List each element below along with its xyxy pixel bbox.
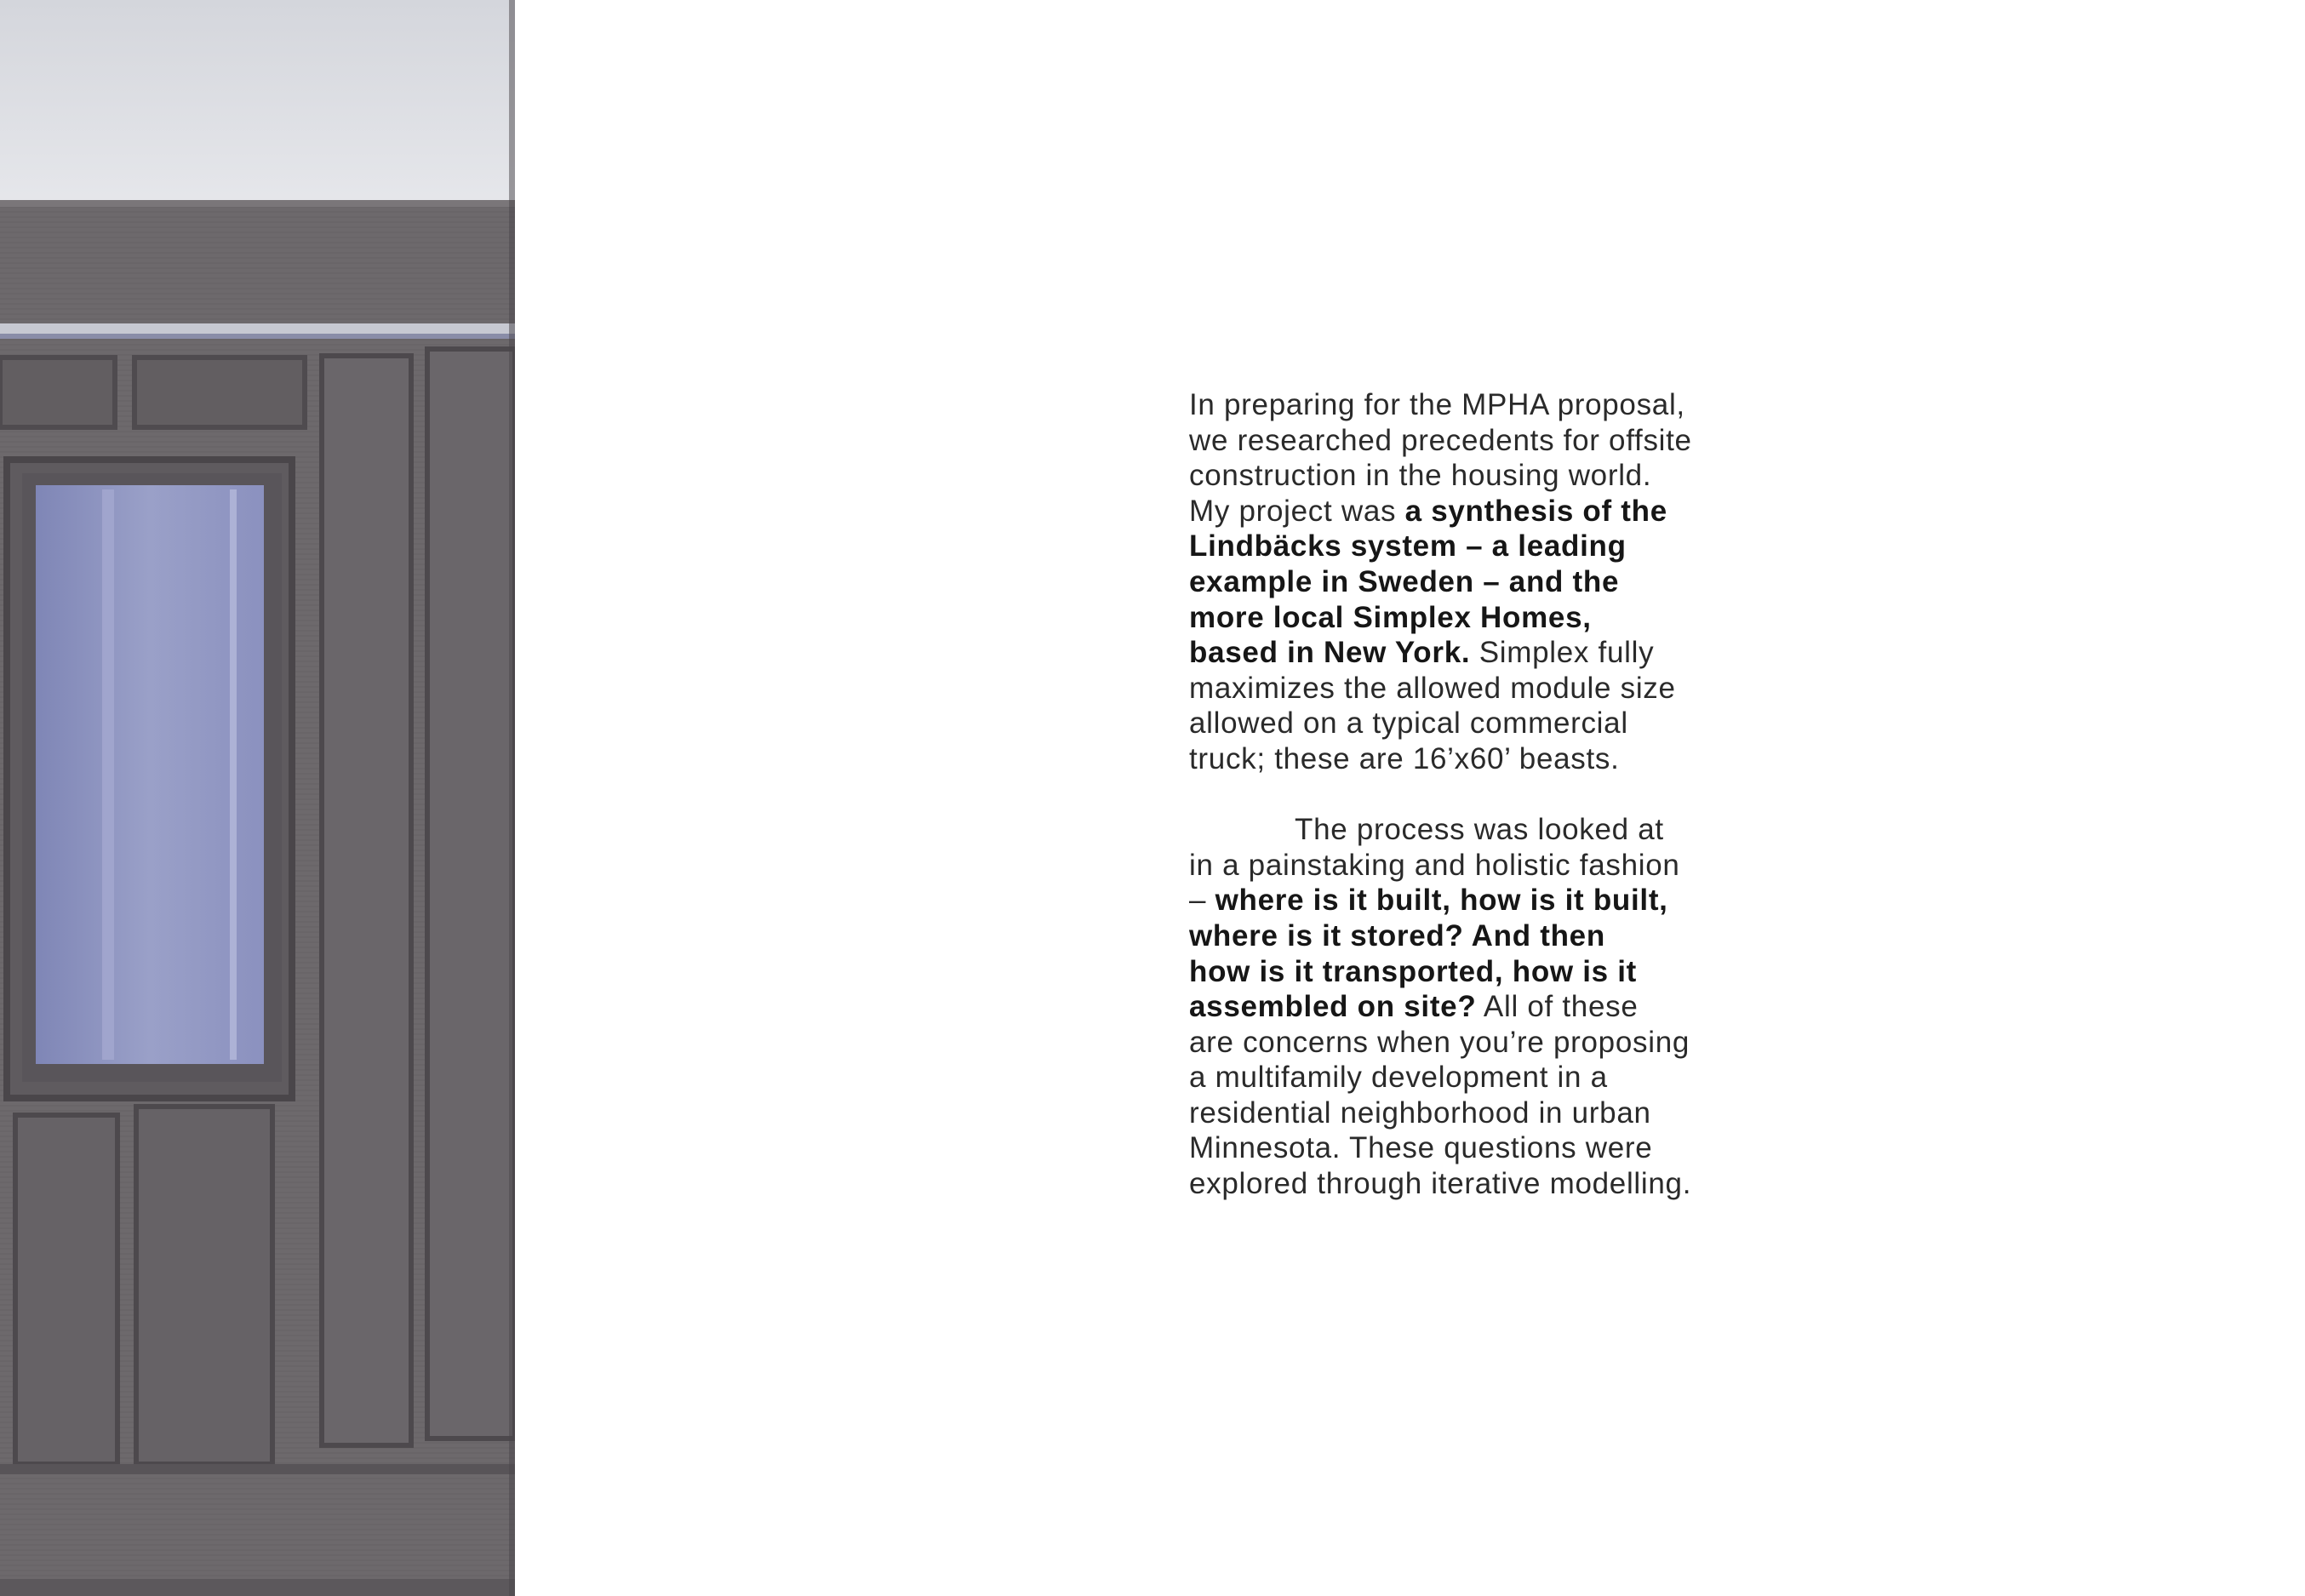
- text-line: [1189, 564, 1802, 600]
- bold-text: where is it built, how is it built,: [1215, 884, 1668, 918]
- body-text-segment: The process was looked at: [1295, 813, 1664, 847]
- bold-text: assembled on site?: [1189, 990, 1477, 1024]
- text-line: [1189, 635, 1802, 671]
- body-text-segment: we researched precedents for offsite: [1189, 423, 1692, 457]
- text-line: [1189, 848, 1802, 884]
- text-line: [1189, 387, 1802, 423]
- text-line: [1189, 423, 1802, 459]
- text-line: [1189, 458, 1802, 494]
- bold-text: where is it stored? And then: [1189, 918, 1605, 952]
- text-line: [1189, 494, 1802, 529]
- text-line: [1189, 600, 1802, 636]
- body-text-segment: explored through iterative modelling.: [1189, 1167, 1692, 1201]
- body-text-segment: residential neighborhood in urban: [1189, 1095, 1651, 1130]
- bold-text: more local Simplex Homes,: [1189, 600, 1592, 634]
- body-text-segment: –: [1189, 884, 1215, 918]
- bold-text: Lindbäcks system – a leading: [1189, 529, 1627, 563]
- text-line: [1189, 1166, 1802, 1202]
- text-line: [1189, 812, 1802, 848]
- text-line: [1189, 671, 1802, 706]
- body-text-segment: a multifamily development in a: [1189, 1061, 1608, 1095]
- text-line: [1189, 954, 1802, 990]
- model-photo-image: [0, 0, 515, 1596]
- text-line: [1189, 706, 1802, 741]
- bold-text: a synthesis of the: [1404, 494, 1667, 528]
- text-line: [1189, 529, 1802, 564]
- text-line: [1189, 1025, 1802, 1061]
- text-line: [1189, 741, 1802, 777]
- body-text-segment: are concerns when you’re proposing: [1189, 1025, 1690, 1059]
- text-line: [1189, 989, 1802, 1025]
- bold-text: how is it transported, how is it: [1189, 954, 1638, 988]
- body-text-segment: construction in the housing world.: [1189, 459, 1652, 493]
- body-text-segment: in a painstaking and holistic fashion: [1189, 848, 1680, 882]
- text-line: [1189, 883, 1802, 918]
- model-photo: [0, 0, 515, 1596]
- bold-text: example in Sweden – and the: [1189, 564, 1620, 598]
- bold-text: based in New York.: [1189, 636, 1471, 670]
- body-text-segment: Simplex fully: [1470, 636, 1655, 670]
- text-line: [1189, 1060, 1802, 1095]
- paragraph: [1189, 387, 1802, 777]
- text-line: [1189, 1130, 1802, 1166]
- text-line: [1189, 1095, 1802, 1131]
- body-text-segment: In preparing for the MPHA proposal,: [1189, 388, 1685, 421]
- body-text: [1189, 387, 1802, 1202]
- paragraph-gap: [1189, 777, 1802, 813]
- body-text-segment: truck; these are 16’x60’ beasts.: [1189, 741, 1620, 775]
- body-text-segment: My project was: [1189, 494, 1405, 528]
- body-text-segment: All of these: [1476, 990, 1639, 1024]
- text-line: [1189, 918, 1802, 954]
- body-text-segment: allowed on a typical commercial: [1189, 706, 1628, 741]
- body-text-segment: maximizes the allowed module size: [1189, 671, 1676, 705]
- body-text-segment: Minnesota. These questions were: [1189, 1131, 1653, 1165]
- paragraph: [1189, 812, 1802, 1202]
